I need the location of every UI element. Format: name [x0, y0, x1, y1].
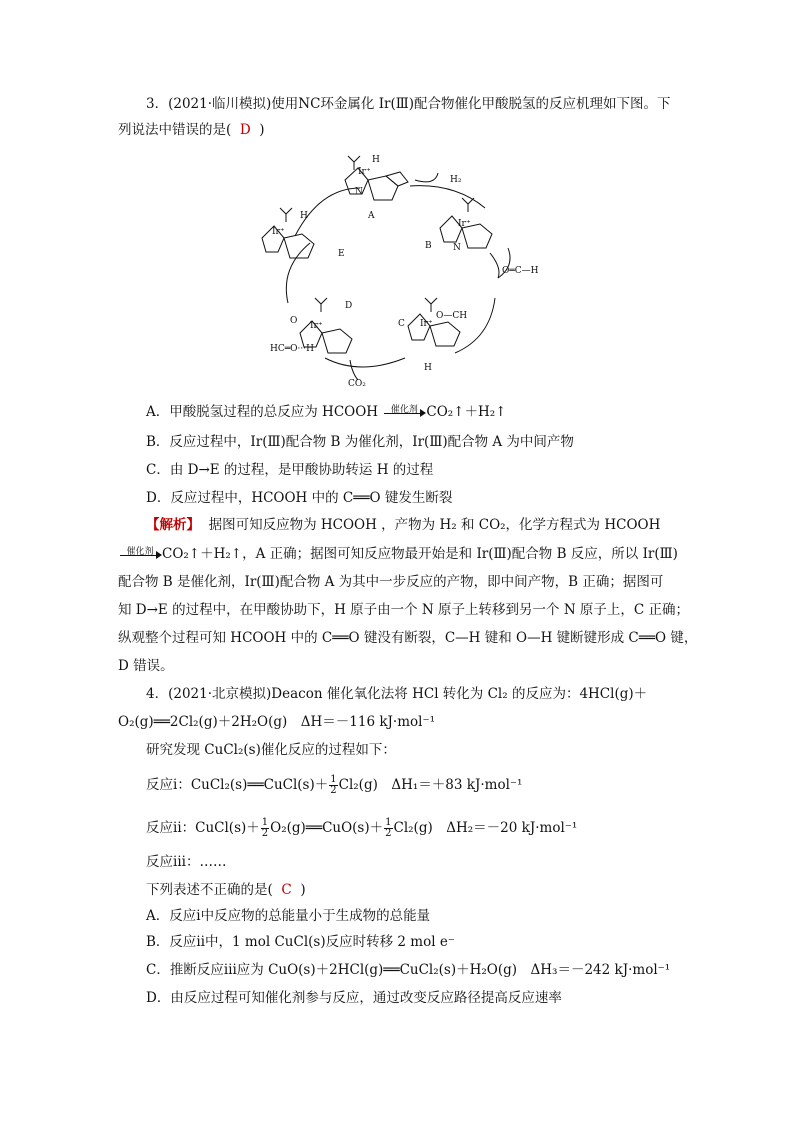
q4-option-c: C．推断反应ⅲ应为 CuO(s)＋2HCl(g)══CuCl₂(s)＋H₂O(g) ΔH₃＝－242 kJ·mol⁻¹ — [146, 962, 671, 978]
frac-num-2: 1 — [261, 817, 269, 828]
q4-reaction-1 — [146, 775, 522, 796]
catalyst-arrow — [382, 406, 426, 420]
catalyst-label-2: 催化剂 — [126, 546, 154, 557]
label-ir-b: Ir⁺ — [458, 219, 471, 229]
q4-option-a: A．反应ⅰ中反应物的总能量小于生成物的总能量 — [146, 908, 431, 924]
arrow-a-b — [410, 186, 485, 208]
mechanism-diagram — [240, 148, 570, 393]
q4-ask — [146, 880, 306, 900]
q4-reaction-3: 反应ⅲ：…… — [146, 854, 227, 870]
q3-explanation-line1 — [146, 515, 660, 535]
r2-pre: 反应ⅱ：CuCl(s)＋ — [146, 820, 260, 836]
label-d: D — [345, 301, 353, 311]
label-hco: HC═O···H — [270, 344, 314, 354]
q3-explanation-line3: 配合物 B 是催化剂，Ir(Ⅲ)配合物 A 为其中一步反应的产物，即中间产物，B 正确；据图可 — [118, 574, 664, 590]
r1-post: Cl₂(g) ΔH₁＝＋83 kJ·mol⁻¹ — [338, 777, 523, 793]
q3-explanation-line4: 知 D→E 的过程中，在甲酸协助下，H 原子由一个 N 原子上转移到另一个 N 原子上，C 正确； — [118, 602, 690, 618]
q3-stem-line2 — [118, 120, 265, 140]
q3-option-a-post: CO₂↑＋H₂↑ — [426, 404, 507, 420]
q4-stem-line1: 4．(2021·北京模拟)Deacon 催化氧化法将 HCl 转化为 Cl₂ 的反应为：4HCl(g)＋ — [146, 686, 648, 702]
q3-explanation-line5: 纵观整个过程可知 HCOOH 中的 C══O 键没有断裂，C—H 键和 O—H 键断键形成 C══O 键， — [118, 630, 698, 646]
frac-den-3: 2 — [385, 828, 392, 839]
label-ir-a: Ir⁺ — [358, 167, 371, 177]
q3-option-a-pre: A．甲酸脱氢过程的总反应为 HCOOH — [146, 404, 379, 420]
q4-option-b: B．反应ⅱ中，1 mol CuCl(s)反应时转移 2 mol e⁻ — [146, 934, 455, 950]
label-n-a: N — [355, 187, 363, 197]
q4-option-d: D．由反应过程可知催化剂参与反应，通过改变反应路径提高反应速率 — [146, 990, 562, 1006]
q3-option-c: C．由 D→E 的过程，是甲酸协助转运 H 的过程 — [146, 462, 434, 478]
q3-exp1: 据图可知反应物为 HCOOH ，产物为 H₂ 和 CO₂，化学方程式为 HCOOH — [208, 517, 661, 533]
label-ir-e: Ir⁺ — [272, 227, 285, 237]
jiexi-label: 【解析】 — [146, 517, 200, 533]
arrow-c-d — [325, 358, 405, 367]
q4-answer: C — [281, 882, 292, 898]
q3-exp2: CO₂↑＋H₂↑，A 正确；据图可知反应物最开始是和 Ir(Ⅲ)配合物 B 反应，所以 Ir(Ⅲ) — [162, 546, 678, 562]
q3-stem-line1: 3．(2021·临川模拟)使用NC环金属化 Ir(Ⅲ)配合物催化甲酸脱氢的反应机理如下图。下 — [146, 96, 671, 112]
q3-option-a — [146, 402, 506, 422]
label-a: A — [368, 211, 375, 221]
q3-stem-close: ) — [259, 122, 265, 138]
label-ir-c: Ir⁺ — [420, 319, 433, 329]
r2-mid: O₂(g)══CuO(s)＋ — [270, 820, 384, 836]
r1-pre: 反应ⅰ：CuCl₂(s)══CuCl(s)＋ — [146, 777, 329, 793]
q3-stem-text: 列说法中错误的是( — [118, 122, 232, 138]
arrow-d-e — [286, 243, 310, 303]
label-e: E — [338, 249, 345, 259]
label-co2: CO₂ — [348, 379, 366, 389]
frac-num: 1 — [330, 774, 337, 785]
q3-explanation-line2 — [118, 544, 678, 564]
label-h-a: H — [372, 155, 380, 165]
label-o-d: O — [290, 316, 298, 326]
label-formic: O═C—H — [502, 266, 539, 276]
label-h-c: H — [424, 363, 432, 373]
fraction-half-3 — [384, 818, 392, 839]
q4-ask-text: 下列表述不正确的是( — [146, 882, 273, 898]
frac-den-2: 2 — [261, 828, 269, 839]
label-b: B — [425, 241, 432, 251]
fraction-half-2 — [261, 818, 269, 839]
label-o-ch: O—CH — [436, 311, 468, 321]
q3-explanation-line6: D 错误。 — [118, 658, 174, 674]
label-c: C — [398, 319, 405, 329]
q3-option-b: B．反应过程中，Ir(Ⅲ)配合物 B 为催化剂，Ir(Ⅲ)配合物 A 为中间产物 — [146, 434, 574, 450]
r2-post: Cl₂(g) ΔH₂＝－20 kJ·mol⁻¹ — [393, 820, 578, 836]
frac-den: 2 — [330, 785, 337, 796]
label-ir-d: Ir⁺ — [310, 321, 323, 331]
catalyst-arrow-2 — [118, 548, 162, 562]
label-h-e: H — [300, 211, 308, 221]
arrow-b-c — [455, 298, 495, 353]
q4-reaction-2 — [146, 818, 577, 839]
label-n-b: N — [453, 243, 461, 253]
fraction-half — [329, 775, 337, 796]
q4-stem-line2: O₂(g)══2Cl₂(g)＋2H₂O(g) ΔH＝－116 kJ·mol⁻¹ — [118, 714, 435, 730]
q3-answer: D — [239, 122, 251, 138]
label-h2: H₂ — [450, 175, 462, 185]
catalyst-label: 催化剂 — [390, 404, 418, 415]
q3-option-d: D．反应过程中，HCOOH 中的 C══O 键发生断裂 — [146, 490, 453, 506]
q4-ask-close: ) — [300, 882, 306, 898]
frac-num-3: 1 — [385, 817, 392, 828]
q4-stem-line3: 研究发现 CuCl₂(s)催化反应的过程如下： — [146, 742, 396, 758]
